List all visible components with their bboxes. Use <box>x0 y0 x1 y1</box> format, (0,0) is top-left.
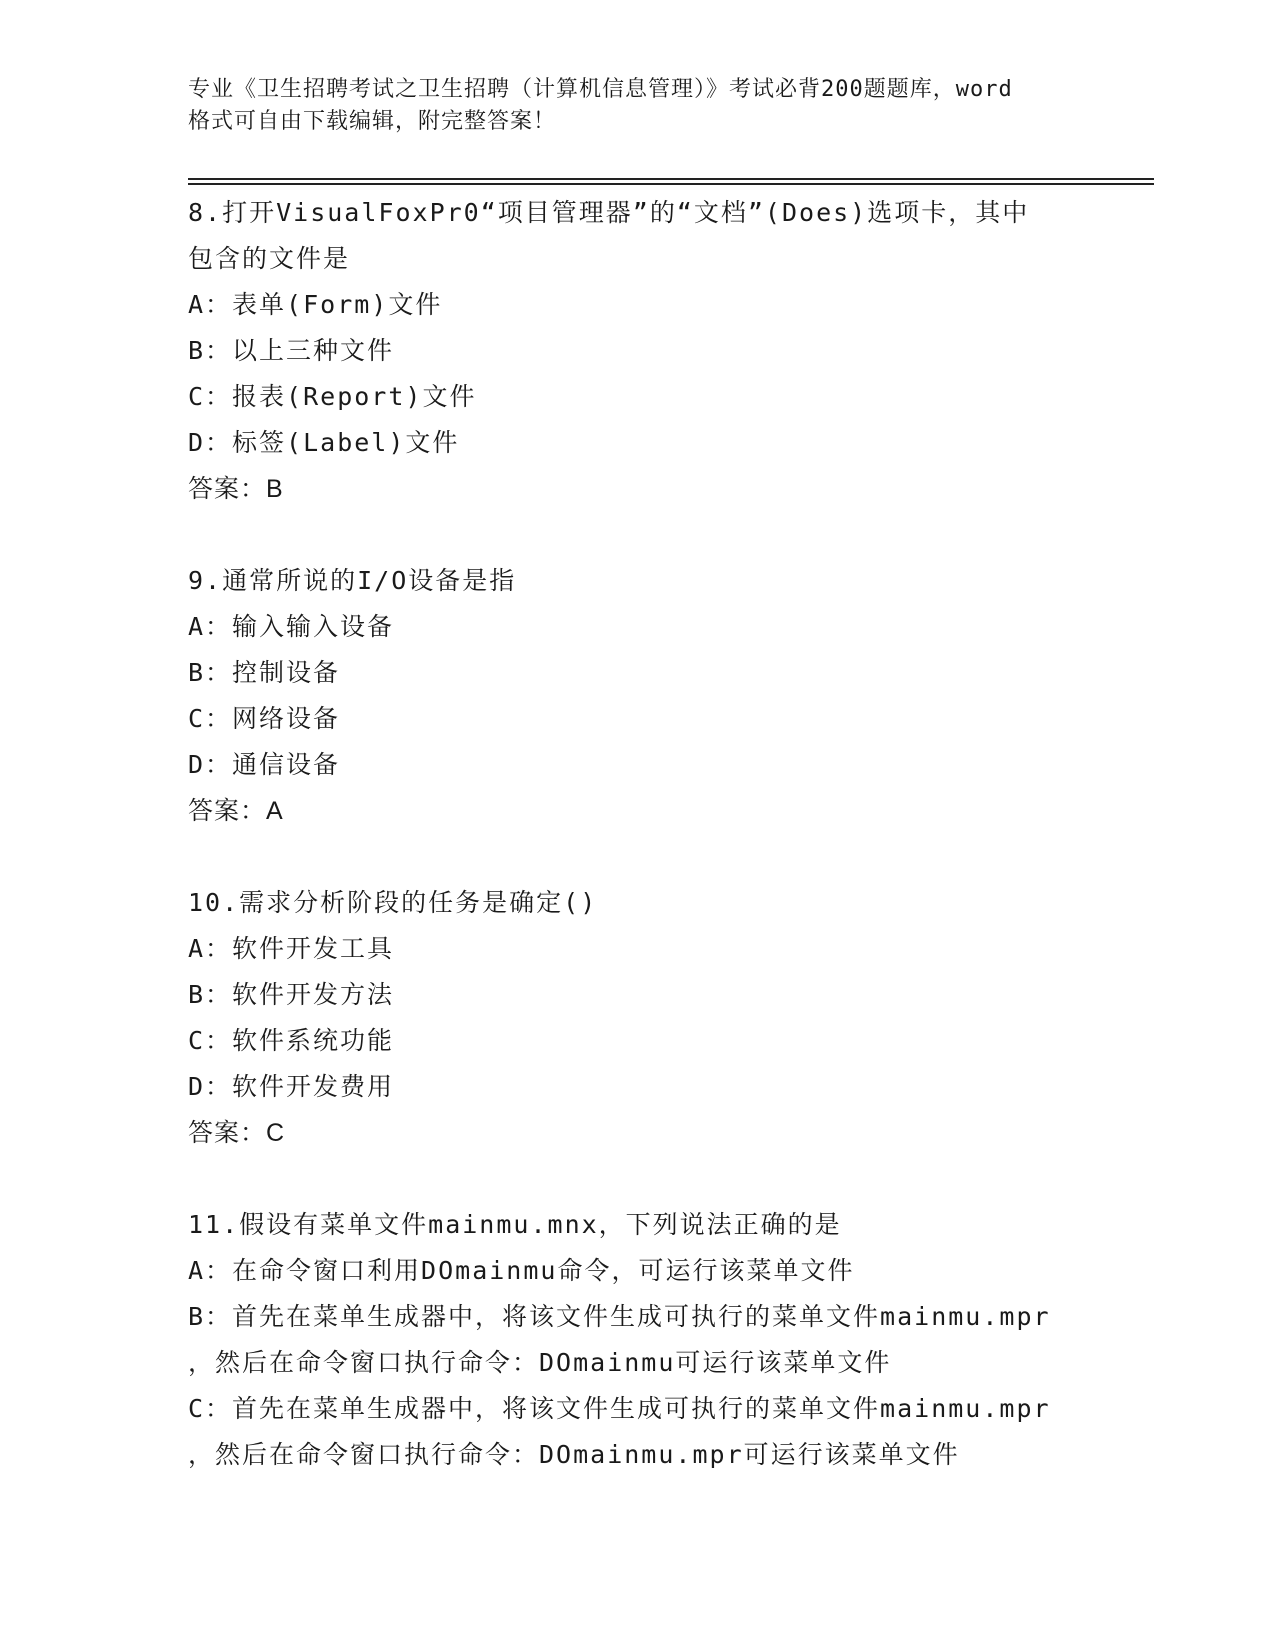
question-text-continued: 包含的文件是 <box>188 244 351 273</box>
answer-label: 答案：A <box>188 797 284 825</box>
document-header <box>188 74 1108 138</box>
header-rule-bottom <box>188 183 1154 185</box>
header-line-1: 专业《卫生招聘考试之卫生招聘（计算机信息管理）》考试必背200题题库，word <box>188 77 1013 102</box>
option-b: B：首先在菜单生成器中，将该文件生成可执行的菜单文件mainmu.mpr <box>188 1302 1051 1331</box>
option-b: B：软件开发方法 <box>188 980 395 1009</box>
question-text: 8.打开VisualFoxPr0“项目管理器”的“文档”(Does)选项卡，其中 <box>188 198 1030 227</box>
option-c-continued: ，然后在命令窗口执行命令：DOmainmu.mpr可运行该菜单文件 <box>188 1440 960 1469</box>
question-text: 9.通常所说的I/O设备是指 <box>188 566 517 595</box>
option-a: A：软件开发工具 <box>188 934 395 963</box>
answer-label: 答案：C <box>188 1119 286 1147</box>
option-b-continued: ，然后在命令窗口执行命令：DOmainmu可运行该菜单文件 <box>188 1348 892 1377</box>
question-text: 11.假设有菜单文件mainmu.mnx，下列说法正确的是 <box>188 1210 842 1239</box>
question-11 <box>188 1202 1148 1478</box>
question-text: 10.需求分析阶段的任务是确定() <box>188 888 598 917</box>
option-c: C：网络设备 <box>188 704 341 733</box>
answer-label: 答案：B <box>188 475 284 503</box>
option-d: D：标签(Label)文件 <box>188 428 460 457</box>
option-d: D：通信设备 <box>188 750 341 779</box>
question-9 <box>188 558 1148 834</box>
option-b: B：控制设备 <box>188 658 341 687</box>
header-line-2: 格式可自由下载编辑，附完整答案！ <box>188 109 557 134</box>
option-c: C：首先在菜单生成器中，将该文件生成可执行的菜单文件mainmu.mpr <box>188 1394 1051 1423</box>
option-c: C：报表(Report)文件 <box>188 382 477 411</box>
header-rule-top <box>188 178 1154 180</box>
option-a: A：在命令窗口利用DOmainmu命令，可运行该菜单文件 <box>188 1256 855 1285</box>
question-list <box>188 190 1148 1524</box>
option-a: A：输入输入设备 <box>188 612 395 641</box>
option-a: A：表单(Form)文件 <box>188 290 443 319</box>
question-8 <box>188 190 1148 512</box>
option-d: D：软件开发费用 <box>188 1072 395 1101</box>
question-10 <box>188 880 1148 1156</box>
option-c: C：软件系统功能 <box>188 1026 395 1055</box>
option-b: B：以上三种文件 <box>188 336 395 365</box>
